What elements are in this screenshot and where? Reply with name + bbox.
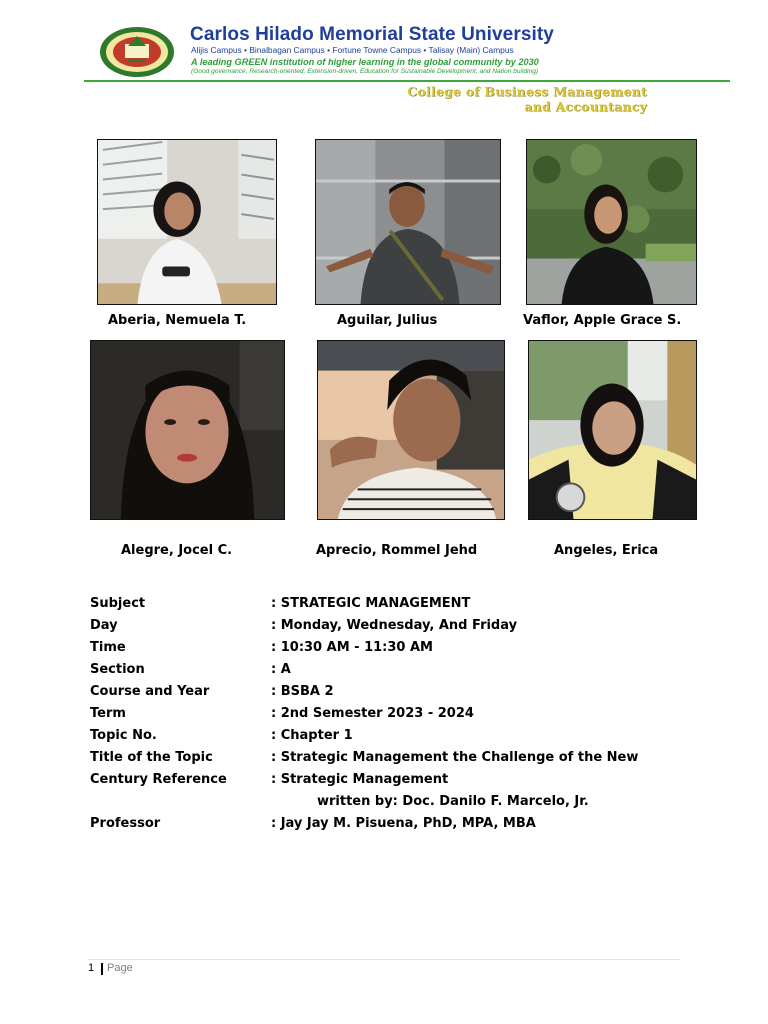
detail-label: Subject — [90, 596, 146, 611]
page-number: 1 — [88, 962, 95, 974]
detail-label: Topic No. — [90, 728, 157, 743]
university-seal-icon — [98, 26, 176, 78]
detail-label: Title of the Topic — [90, 750, 213, 765]
member-photo-angeles — [528, 340, 697, 520]
detail-century — [90, 772, 690, 794]
page-separator — [101, 963, 103, 975]
detail-label: Course and Year — [90, 684, 210, 699]
pillars-statement: (Good governance, Research-oriented, Extension-driven, Education for Sustainable Development, and Nation building) — [191, 68, 539, 75]
detail-value: written by: Doc. Danilo F. Marcelo, Jr. — [317, 794, 589, 809]
detail-topic-no — [90, 728, 690, 750]
course-details — [90, 596, 690, 838]
member-photo-aprecio — [317, 340, 505, 520]
detail-label: Day — [90, 618, 118, 633]
detail-term — [90, 706, 690, 728]
page-label: Page — [107, 962, 133, 974]
header-divider — [84, 80, 730, 82]
college-name-line2: and Accountancy — [524, 99, 647, 114]
member-name: Angeles, Erica — [554, 543, 659, 558]
member-name: Alegre, Jocel C. — [121, 543, 233, 558]
detail-value: : 2nd Semester 2023 - 2024 — [271, 706, 474, 721]
letterhead — [0, 0, 768, 120]
detail-value: : BSBA 2 — [271, 684, 334, 699]
footer-divider — [88, 959, 680, 960]
detail-value: : Chapter 1 — [271, 728, 353, 743]
detail-professor — [90, 816, 690, 838]
detail-value: : A — [271, 662, 291, 677]
college-name-line1: College of Business Management — [407, 84, 647, 99]
detail-day — [90, 618, 690, 640]
detail-value: : Monday, Wednesday, And Friday — [271, 618, 518, 633]
detail-value: : Strategic Management the Challenge of the New — [271, 750, 639, 765]
member-photo-vaflor — [526, 139, 697, 305]
college-name — [407, 84, 647, 114]
detail-subject — [90, 596, 690, 618]
detail-value: : 10:30 AM - 11:30 AM — [271, 640, 433, 655]
member-photo-aguilar — [315, 139, 501, 305]
member-photo-aberia — [97, 139, 277, 305]
university-name: Carlos Hilado Memorial State University — [190, 24, 554, 45]
member-name: Aguilar, Julius — [337, 313, 438, 328]
detail-section — [90, 662, 690, 684]
detail-title — [90, 750, 690, 772]
detail-label: Time — [90, 640, 126, 655]
detail-value: : STRATEGIC MANAGEMENT — [271, 596, 471, 611]
detail-label: Section — [90, 662, 145, 677]
member-photo-alegre — [90, 340, 285, 520]
detail-time — [90, 640, 690, 662]
detail-label: Century Reference — [90, 772, 227, 787]
vision-statement: A leading GREEN institution of higher learning in the global community by 2030 — [191, 57, 539, 67]
campus-list: Alijis Campus • Binalbagan Campus • Fortune Towne Campus • Talisay (Main) Campus — [191, 45, 514, 55]
member-name: Vaflor, Apple Grace S. — [523, 313, 682, 328]
member-name: Aberia, Nemuela T. — [108, 313, 247, 328]
detail-label: Professor — [90, 816, 161, 831]
member-name: Aprecio, Rommel Jehd — [316, 543, 478, 558]
detail-course — [90, 684, 690, 706]
detail-label: Term — [90, 706, 126, 721]
detail-written-by — [90, 794, 690, 816]
detail-value: : Jay Jay M. Pisuena, PhD, MPA, MBA — [271, 816, 536, 831]
detail-value: : Strategic Management — [271, 772, 449, 787]
